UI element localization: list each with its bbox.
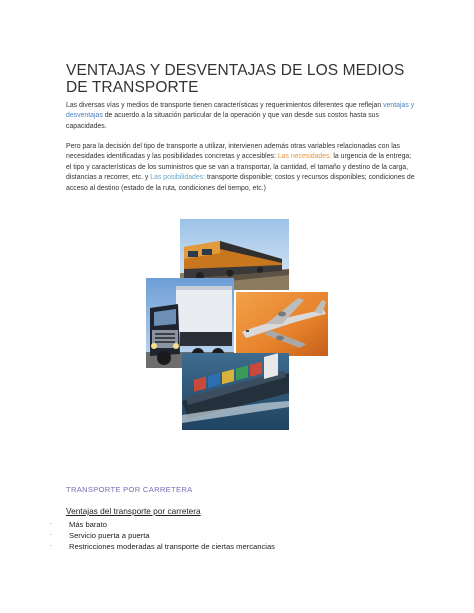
bullet-icon: ∙ [50,532,52,538]
list-item [50,541,275,552]
list-item-text: Servicio puerta a puerta [69,531,150,540]
container-ship-photo [182,353,289,430]
bullet-icon: ∙ [50,543,52,549]
intro-paragraph [66,101,418,132]
decision-paragraph [66,142,418,194]
decision-text-1: Pero para la decisión del tipo de transporte a utilizar, intervienen además otras variables relacionadas con las necesidades identificadas y las posibilidades concretas y accesibles: [66,143,401,161]
list-item [50,519,275,530]
section-heading: TRANSPORTE POR CARRETERA [66,485,193,494]
sub-heading: Ventajas del transporte por carretera [66,506,201,516]
intro-text-2: de acuerdo a la situación particular de la operación y que van desde sus costos hasta sus capacidades. [66,112,379,130]
intro-highlight: ventajas y desventajas [66,102,415,120]
list-item [50,530,275,541]
posibilidades-highlight: Las posibilidades: [150,174,206,182]
decision-text-2: la urgencia de la entrega; el tipo y características de los suministros que se van a transportar, la cantidad, el tamaño y destino de la carga, distancias a recorrer, etc. y [66,153,412,182]
list-item-text: Más barato [69,520,107,529]
list-item-text: Restricciones moderadas al transporte de ciertas mercancias [69,542,275,551]
necesidades-highlight: Las necesidades: [277,153,332,161]
advantages-list [50,519,275,552]
page-title: VENTAJAS Y DESVENTAJAS DE LOS MEDIOS DE TRANSPORTE [66,62,405,96]
intro-text-1: Las diversas vías y medios de transporte tienen características y requerimientos diferentes que reflejan [66,102,384,109]
transport-collage [146,219,330,431]
airplane-photo [236,292,328,356]
bullet-icon: ∙ [50,521,52,527]
decision-text-3: transporte disponible; costos y recursos disponibles; condiciones de acceso al destino (estado de la ruta, condiciones del tiempo, etc.) [66,174,415,192]
